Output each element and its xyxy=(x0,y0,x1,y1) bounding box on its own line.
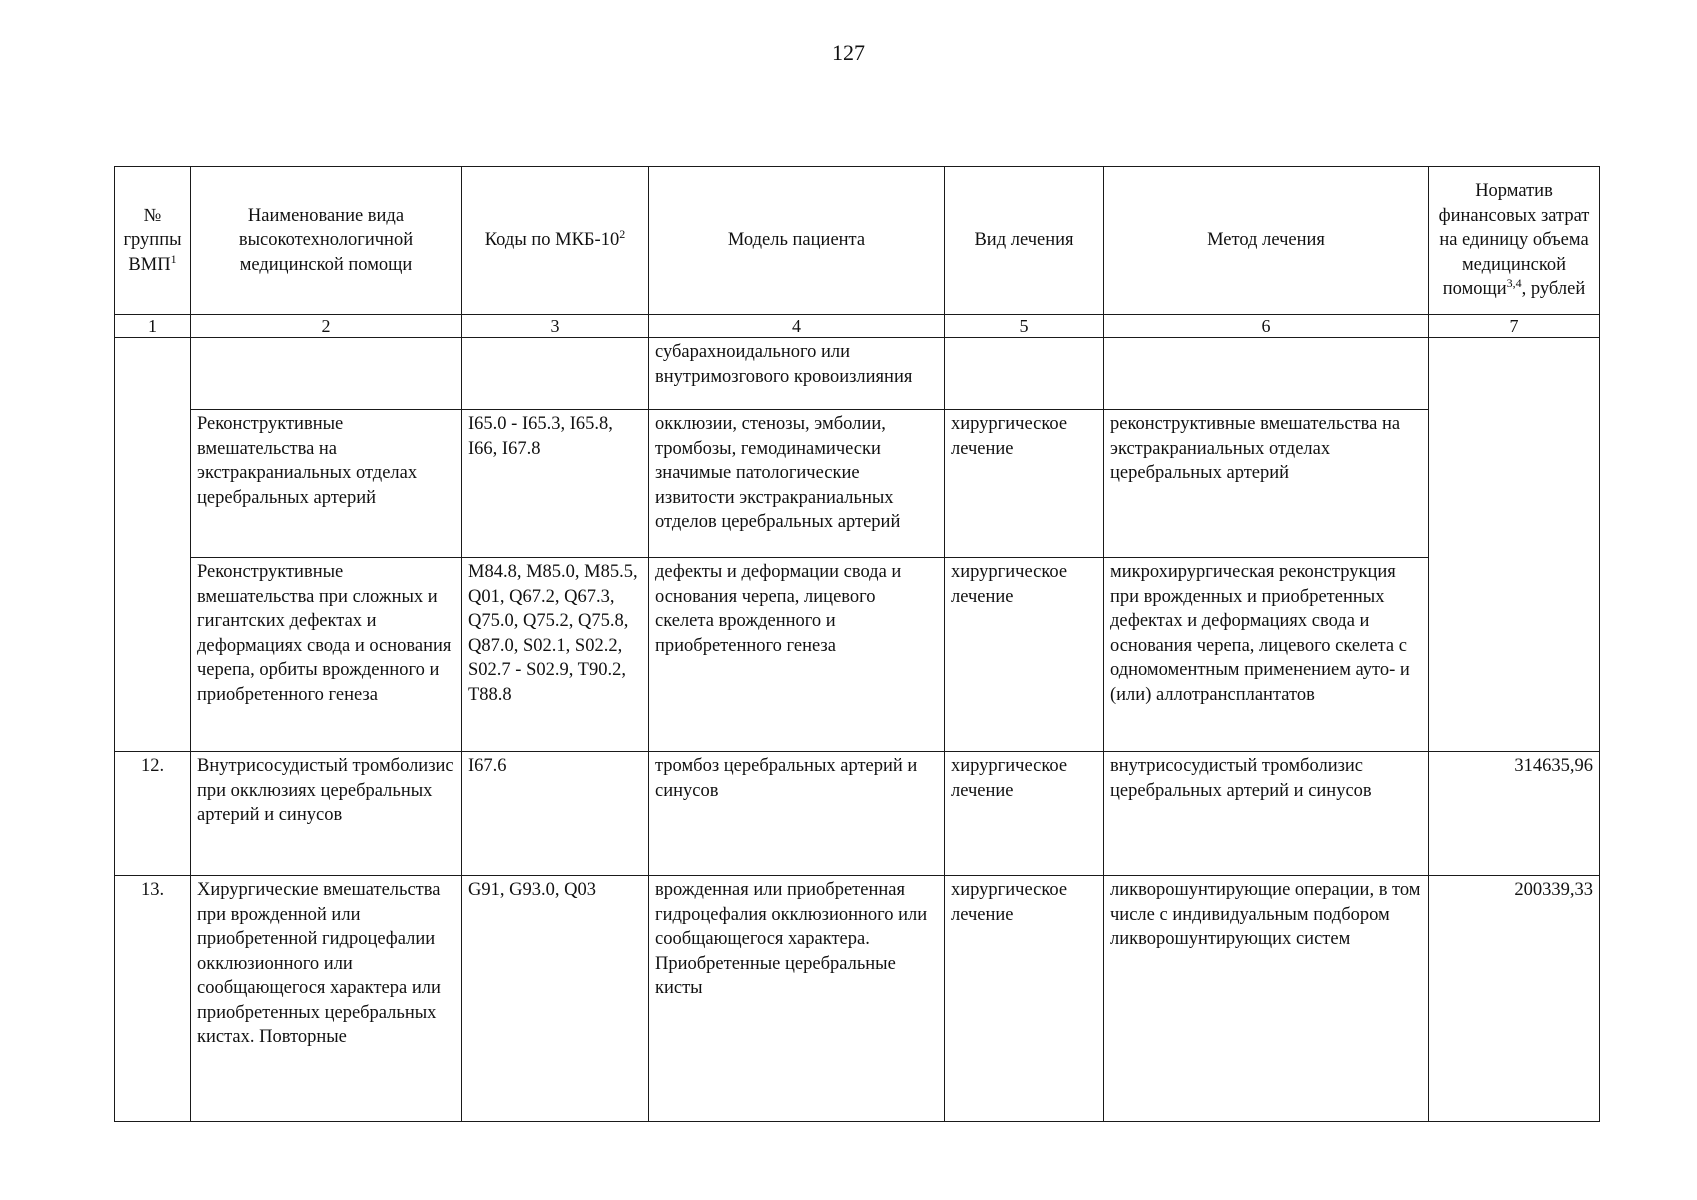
icd-codes-cell: I67.6 xyxy=(462,752,649,876)
treatment-method-cell: внутрисосудистый тромболизис церебральных артерий и синусов xyxy=(1104,752,1429,876)
treatment-method-cell xyxy=(1104,338,1429,410)
header-row xyxy=(115,167,1600,315)
group-number-cell xyxy=(115,338,191,752)
header-icd-codes: Коды по МКБ-$10^2$ xyxy=(462,167,649,315)
patient-model-cell: субарахноидального или внутримозгового кровоизлияния xyxy=(649,338,945,410)
column-number: 6 xyxy=(1104,315,1429,338)
cost-cell xyxy=(1429,338,1600,752)
care-type-name-cell: Реконструктивные вмешательства на экстракраниальных отделах церебральных артерий xyxy=(191,410,462,558)
treatment-type-cell: хирургическое лечение xyxy=(945,876,1104,1122)
table-row xyxy=(115,752,1600,876)
icd-codes-cell xyxy=(462,338,649,410)
header-cost-norm: Норматив финансовых затрат на единицу объема медицинской помощи$^{3,4}$, рублей xyxy=(1429,167,1600,315)
column-number: 4 xyxy=(649,315,945,338)
header-care-type-name: Наименование вида высокотехнологичной медицинской помощи xyxy=(191,167,462,315)
treatment-method-cell: реконструктивные вмешательства на экстракраниальных отделах церебральных артерий xyxy=(1104,410,1429,558)
treatment-type-cell: хирургическое лечение xyxy=(945,410,1104,558)
group-number-cell: 13. xyxy=(115,876,191,1122)
patient-model-cell: тромбоз церебральных артерий и синусов xyxy=(649,752,945,876)
treatment-type-cell: хирургическое лечение xyxy=(945,558,1104,752)
column-number: 5 xyxy=(945,315,1104,338)
treatment-method-cell: ликворошунтирующие операции, в том числе с индивидуальным подбором ликворошунтирующих систем xyxy=(1104,876,1429,1122)
column-number: 3 xyxy=(462,315,649,338)
column-number-row xyxy=(115,315,1600,338)
column-number: 1 xyxy=(115,315,191,338)
group-number-cell: 12. xyxy=(115,752,191,876)
header-group-number: № группы ВМП$^1$ xyxy=(115,167,191,315)
page-number: 127 xyxy=(832,40,865,65)
treatment-type-cell: хирургическое лечение xyxy=(945,752,1104,876)
patient-model-cell: врожденная или приобретенная гидроцефалия окклюзионного или сообщающегося характера. Приобретенные церебральные кисты xyxy=(649,876,945,1122)
care-type-name-cell: Внутрисосудистый тромболизис при окклюзиях церебральных артерий и синусов xyxy=(191,752,462,876)
care-type-name-cell xyxy=(191,338,462,410)
column-number: 7 xyxy=(1429,315,1600,338)
care-type-name-cell: Реконструктивные вмешательства при сложных и гигантских дефектах и деформациях свода и основания черепа, орбиты врожденного и приобретенного генеза xyxy=(191,558,462,752)
icd-codes-cell: I65.0 - I65.3, I65.8, I66, I67.8 xyxy=(462,410,649,558)
table-row xyxy=(115,338,1600,410)
treatment-type-cell xyxy=(945,338,1104,410)
icd-codes-cell: G91, G93.0, Q03 xyxy=(462,876,649,1122)
treatment-method-cell: микрохирургическая реконструкция при врожденных и приобретенных дефектах и деформациях свода и основания черепа, лицевого скелета с одномоментным применением ауто- и (или) аллотрансплантатов xyxy=(1104,558,1429,752)
care-type-name-cell: Хирургические вмешательства при врожденной или приобретенной гидроцефалии окклюзионного или сообщающегося характера или приобретенных церебральных кистах. Повторные xyxy=(191,876,462,1122)
header-treatment-method: Метод лечения xyxy=(1104,167,1429,315)
icd-codes-cell: M84.8, M85.0, M85.5, Q01, Q67.2, Q67.3, Q75.0, Q75.2, Q75.8, Q87.0, S02.1, S02.2, S02.7 - S02.9, T90.2, T88.8 xyxy=(462,558,649,752)
cost-cell: 314635,96 xyxy=(1429,752,1600,876)
patient-model-cell: окклюзии, стенозы, эмболии, тромбозы, гемодинамически значимые патологические извитости экстракраниальных отделов церебральных артерий xyxy=(649,410,945,558)
cost-cell: 200339,33 xyxy=(1429,876,1600,1122)
table-row xyxy=(115,876,1600,1122)
patient-model-cell: дефекты и деформации свода и основания черепа, лицевого скелета врожденного и приобретенного генеза xyxy=(649,558,945,752)
vmp-table xyxy=(114,166,1600,1122)
header-patient-model: Модель пациента xyxy=(649,167,945,315)
table-row xyxy=(115,558,1600,752)
table-row xyxy=(115,410,1600,558)
header-treatment-type: Вид лечения xyxy=(945,167,1104,315)
column-number: 2 xyxy=(191,315,462,338)
